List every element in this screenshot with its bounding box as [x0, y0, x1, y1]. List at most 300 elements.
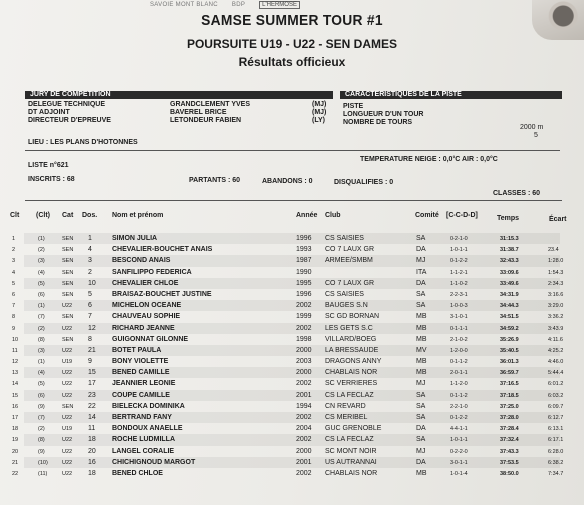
- table-row: [0, 233, 584, 244]
- cell-name: BIELECKA DOMINIKA: [112, 402, 185, 410]
- cell-club: CHABLAIS NOR: [325, 469, 378, 477]
- cell-year: 2004: [296, 425, 312, 433]
- table-row: [0, 446, 584, 457]
- table-row: [0, 300, 584, 311]
- cell-name: ROCHE LUDMILLA: [112, 436, 175, 444]
- cell-time: 37:32.4: [500, 437, 519, 444]
- cell-cat-rank: (9): [38, 403, 45, 410]
- sponsor-logo-bdp: BDP: [231, 2, 246, 8]
- table-row: [0, 289, 584, 300]
- piste-label: LONGUEUR D'UN TOUR: [343, 111, 424, 118]
- cell-cat-rank: (8): [38, 437, 45, 444]
- cell-category: SEN: [62, 247, 74, 254]
- cell-cat-rank: (2): [38, 426, 45, 433]
- cell-gap: 4:25.2: [548, 347, 564, 354]
- cell-bib: 21: [88, 346, 96, 354]
- jury-name: BAVEREL BRICE: [170, 109, 227, 116]
- cell-year: 1993: [296, 246, 312, 254]
- cell-rank: 1: [12, 236, 16, 242]
- cell-club: DRAGONS ANNY: [325, 358, 382, 366]
- cell-bib: 6: [88, 302, 92, 310]
- cell-name: CHICHIGNOUD MARGOT: [112, 458, 196, 466]
- cell-rank: 19: [12, 437, 19, 444]
- table-row: [0, 345, 584, 356]
- cell-bib: 20: [88, 447, 96, 455]
- cell-comite: MJ: [416, 447, 426, 455]
- cell-time: 37:28.4: [500, 426, 519, 433]
- cell-club: SC MONT NOIR: [325, 447, 377, 455]
- cell-shooting: 2-1-0-2: [450, 336, 468, 343]
- cell-rank: 12: [12, 359, 19, 366]
- cell-year: 1996: [296, 235, 312, 242]
- cell-club: CN REVARD: [325, 402, 366, 410]
- cell-bib: 16: [88, 458, 96, 466]
- cell-name: JEANNIER LEONIE: [112, 380, 176, 388]
- cell-category: U22: [62, 325, 73, 332]
- weather-label: TEMPERATURE NEIGE : 0,0°C AIR : 0,0°C: [360, 156, 498, 163]
- cell-category: U22: [62, 448, 73, 455]
- cell-rank: 8: [12, 314, 16, 321]
- cell-shooting: 2-2-1-0: [450, 403, 468, 410]
- cell-year: 1994: [296, 402, 312, 410]
- cell-club: CS LA FECLAZ: [325, 391, 374, 399]
- cell-bib: 7: [88, 313, 92, 321]
- cell-time: 36:01.3: [500, 359, 519, 366]
- sponsor-logos: [150, 1, 300, 9]
- cell-category: SEN: [62, 403, 74, 410]
- cell-cat-rank: (1): [38, 236, 45, 242]
- cell-time: 37:18.5: [500, 392, 519, 399]
- cell-name: SIMON JULIA: [112, 235, 158, 242]
- cell-bib: 5: [88, 290, 92, 298]
- cell-time: 37:43.3: [500, 448, 519, 455]
- cell-shooting: 1-1-2-1: [450, 269, 468, 276]
- cell-club: LA BRESSAUDE: [325, 346, 379, 354]
- cell-shooting: 0-1-1-1: [450, 325, 468, 332]
- cell-comite: MJ: [416, 380, 426, 388]
- cell-year: 2000: [296, 369, 312, 377]
- table-row: [0, 434, 584, 445]
- sponsor-logo-savoie: SAVOIE MONT BLANC: [150, 2, 218, 8]
- cell-year: 2002: [296, 380, 312, 388]
- cell-time: 38:50.0: [500, 470, 519, 477]
- cell-year: 1999: [296, 313, 312, 321]
- partants-label: PARTANTS : 60: [189, 177, 241, 184]
- cell-name: GUIGONNAT GILONNE: [112, 335, 189, 343]
- cell-cat-rank: (8): [38, 336, 45, 343]
- divider: [25, 200, 562, 201]
- cell-year: 2000: [296, 346, 312, 354]
- cell-year: 1995: [296, 279, 312, 287]
- col-year: Année: [296, 212, 318, 219]
- cell-rank: 2: [12, 247, 16, 254]
- cell-bib: 18: [88, 436, 96, 444]
- cell-shooting: 1-0-1-4: [450, 470, 468, 477]
- cell-bib: 2: [88, 268, 92, 276]
- cell-cat-rank: (3): [38, 258, 45, 265]
- cell-rank: 7: [12, 303, 16, 310]
- laps-value: 5: [534, 132, 538, 139]
- cell-category: SEN: [62, 291, 74, 298]
- cell-time: 36:59.7: [500, 370, 519, 377]
- cell-name: LANGEL CORALIE: [112, 447, 175, 455]
- cell-gap: 6:01.2: [548, 381, 564, 388]
- col-cat-rank: (Clt): [36, 212, 50, 219]
- cell-bib: 12: [88, 324, 96, 332]
- cell-bib: 3: [88, 257, 92, 265]
- cell-year: 1990: [296, 268, 312, 276]
- results-label: Résultats officieux: [238, 55, 346, 69]
- cell-name: BENED CHLOE: [112, 469, 163, 477]
- cell-rank: 9: [12, 325, 16, 332]
- cell-comite: SA: [416, 436, 426, 444]
- cell-rank: 16: [12, 403, 19, 410]
- cell-club: CS LA FECLAZ: [325, 436, 374, 444]
- col-club: Club: [325, 212, 341, 219]
- cell-gap: 3:16.6: [548, 291, 564, 298]
- cell-rank: 15: [12, 392, 19, 399]
- cell-name: BERTRAND FANY: [112, 414, 172, 421]
- cell-bib: 14: [88, 414, 96, 421]
- cell-gap: 3:36.2: [548, 314, 564, 321]
- cell-category: SEN: [62, 336, 74, 343]
- table-row: [0, 255, 584, 266]
- cell-comite: MB: [416, 313, 427, 321]
- cell-shooting: 3-1-0-1: [450, 314, 468, 321]
- col-cat: Cat: [62, 212, 74, 219]
- cell-year: 2002: [296, 324, 312, 332]
- liste-label: LISTE n°621: [28, 162, 69, 169]
- cell-rank: 14: [12, 381, 19, 388]
- cell-rank: 4: [12, 269, 16, 276]
- cell-cat-rank: (4): [38, 370, 45, 377]
- jury-band: JURY DE COMPETITION: [25, 91, 333, 99]
- table-row: [0, 267, 584, 278]
- cell-cat-rank: (11): [38, 470, 48, 477]
- lap-length-value: 2000 m: [520, 124, 544, 131]
- cell-bib: 1: [88, 235, 92, 242]
- cell-year: 2003: [296, 358, 312, 366]
- cell-category: SEN: [62, 280, 74, 287]
- table-row: [0, 457, 584, 468]
- cell-rank: 22: [12, 470, 19, 477]
- jury-role: DELEGUE TECHNIQUE: [28, 101, 106, 108]
- cell-rank: 13: [12, 370, 19, 377]
- cell-shooting: 1-2-0-0: [450, 347, 468, 354]
- table-row: [0, 367, 584, 378]
- cell-time: 34:44.3: [500, 303, 519, 310]
- cell-cat-rank: (2): [38, 247, 45, 254]
- cell-name: CHAUVEAU SOPHIE: [112, 313, 181, 321]
- divider: [25, 150, 560, 151]
- cell-year: 1998: [296, 335, 312, 343]
- cell-category: U22: [62, 347, 73, 354]
- cell-rank: 6: [12, 291, 16, 298]
- cell-bib: 15: [88, 369, 96, 377]
- cell-rank: 18: [12, 426, 19, 433]
- cell-club: ARMEE/SMBM: [325, 257, 373, 265]
- cell-name: SANFILIPPO FEDERICA: [112, 268, 192, 276]
- disqualifies-label: DISQUALIFIES : 0: [334, 179, 394, 186]
- cell-category: U22: [62, 470, 73, 477]
- cell-category: U22: [62, 392, 73, 399]
- cell-time: 34:31.9: [500, 291, 519, 298]
- cell-comite: SA: [416, 414, 426, 421]
- cell-rank: 17: [12, 415, 19, 421]
- cell-club: CO 7 LAUX GR: [325, 246, 375, 254]
- cell-cat-rank: (9): [38, 448, 45, 455]
- cell-gap: 6:03.2: [548, 392, 564, 399]
- cell-cat-rank: (5): [38, 280, 45, 287]
- cell-time: 34:51.5: [500, 314, 519, 321]
- col-gap: Écart: [549, 216, 567, 223]
- cell-time: 34:59.2: [500, 325, 519, 332]
- inscrits-label: INSCRITS : 68: [28, 176, 75, 183]
- cell-time: 35:40.5: [500, 347, 519, 354]
- cell-comite: MB: [416, 369, 427, 377]
- cell-cat-rank: (3): [38, 347, 45, 354]
- cell-name: COUPE CAMILLE: [112, 391, 170, 399]
- cell-cat-rank: (2): [38, 325, 45, 332]
- cell-cat-rank: (1): [38, 303, 45, 310]
- cell-category: U22: [62, 303, 73, 310]
- cell-name: RICHARD JEANNE: [112, 324, 175, 332]
- table-row: [0, 278, 584, 289]
- cell-name: MICHELON OCEANE: [112, 302, 182, 310]
- cell-cat-rank: (4): [38, 269, 45, 276]
- sponsor-logo-hermose: L'HERMOSE: [259, 1, 300, 9]
- cell-comite: SA: [416, 402, 426, 410]
- cell-club: BAUGES S.N: [325, 302, 368, 310]
- cell-cat-rank: (5): [38, 381, 45, 388]
- cell-club: SC GD BORNAN: [325, 313, 380, 321]
- cell-comite: MB: [416, 469, 427, 477]
- cell-category: SEN: [62, 314, 74, 321]
- cell-shooting: 0-1-2-2: [450, 415, 468, 421]
- jury-code: (MJ): [312, 101, 327, 108]
- cell-gap: 5:44.4: [548, 370, 564, 377]
- abandons-label: ABANDONS : 0: [262, 178, 313, 185]
- cell-club: CO 7 LAUX GR: [325, 279, 375, 287]
- jury-role: DT ADJOINT: [28, 109, 70, 116]
- cell-gap: 6:28.0: [548, 448, 564, 455]
- cell-time: 31:38.7: [500, 247, 519, 254]
- col-shooting: [C-C-D-D]: [446, 212, 478, 219]
- cell-bib: 4: [88, 246, 92, 254]
- cell-time: 32:43.3: [500, 258, 519, 265]
- cell-bib: 9: [88, 358, 92, 366]
- cell-club: CS SAISIES: [325, 290, 364, 298]
- page-title: SAMSE SUMMER TOUR #1: [201, 12, 383, 29]
- cell-time: 37:25.0: [500, 403, 519, 410]
- cell-gap: 4:11.6: [548, 336, 563, 343]
- cell-year: 2002: [296, 436, 312, 444]
- cell-category: U19: [62, 359, 73, 366]
- cell-comite: MV: [416, 346, 427, 354]
- cell-year: 2002: [296, 469, 312, 477]
- cell-shooting: 0-2-1-0: [450, 236, 468, 242]
- race-subtitle: POURSUITE U19 - U22 - SEN DAMES: [186, 37, 398, 51]
- table-row: [0, 390, 584, 401]
- cell-rank: 11: [12, 347, 18, 354]
- cell-gap: 6:17.1: [548, 437, 564, 444]
- cell-time: 33:09.6: [500, 269, 519, 276]
- piste-label: PISTE: [343, 103, 364, 110]
- col-clt: Clt: [10, 212, 20, 219]
- cell-gap: 6:38.2: [548, 459, 564, 466]
- table-header: [0, 212, 584, 226]
- cell-name: CHEVALIER-BOUCHET ANAIS: [112, 246, 213, 254]
- cell-shooting: 1-0-1-1: [450, 247, 468, 254]
- cell-time: 35:26.9: [500, 336, 519, 343]
- cell-club: GUC GRENOBLE: [325, 425, 382, 433]
- cell-comite: DA: [416, 279, 426, 287]
- cell-shooting: 2-0-1-1: [450, 370, 468, 377]
- cell-comite: SA: [416, 290, 426, 298]
- cell-rank: 20: [12, 448, 19, 455]
- cell-year: 2001: [296, 391, 312, 399]
- cell-gap: 6:12.7: [548, 415, 564, 421]
- cell-shooting: 0-1-1-2: [450, 359, 468, 366]
- classes-label: CLASSES : 60: [493, 190, 541, 197]
- cell-bib: 17: [88, 380, 96, 388]
- cell-name: BESCOND ANAIS: [112, 257, 171, 265]
- venue-label: LIEU : LES PLANS D'HOTONNES: [28, 139, 138, 146]
- cell-comite: SA: [416, 302, 426, 310]
- cell-year: 2001: [296, 458, 312, 466]
- cell-club: CHABLAIS NOR: [325, 369, 378, 377]
- cell-cat-rank: (1): [38, 359, 45, 366]
- cell-shooting: 4-4-1-1: [450, 426, 468, 433]
- cell-shooting: 1-0-1-1: [450, 437, 468, 444]
- cell-comite: MB: [416, 335, 427, 343]
- cell-rank: 21: [12, 459, 19, 466]
- table-row: [0, 378, 584, 389]
- cell-gap: 1:54.3: [548, 269, 564, 276]
- col-dos: Dos.: [82, 212, 98, 219]
- cell-time: 37:53.5: [500, 459, 519, 466]
- cell-year: 1996: [296, 290, 312, 298]
- cell-comite: SA: [416, 235, 426, 242]
- cell-year: 2002: [296, 302, 312, 310]
- cell-category: U22: [62, 437, 73, 444]
- cell-shooting: 0-1-1-2: [450, 392, 468, 399]
- cell-bib: 18: [88, 469, 96, 477]
- cell-time: 37:16.5: [500, 381, 519, 388]
- cell-comite: SA: [416, 391, 426, 399]
- cell-gap: 2:34.3: [548, 280, 564, 287]
- cell-bib: 22: [88, 402, 96, 410]
- cell-gap: 6:13.1: [548, 426, 564, 433]
- cell-year: 2002: [296, 414, 312, 421]
- cell-bib: 11: [88, 425, 96, 433]
- cell-cat-rank: (10): [38, 459, 48, 466]
- cell-time: 37:28.0: [500, 415, 519, 421]
- cell-bib: 10: [88, 279, 96, 287]
- cell-shooting: 1-1-0-2: [450, 280, 468, 287]
- cell-cat-rank: (6): [38, 392, 45, 399]
- cell-name: BONY VIOLETTE: [112, 358, 169, 366]
- cell-shooting: 0-2-2-0: [450, 448, 468, 455]
- results-table: [0, 233, 584, 479]
- cell-name: BRAISAZ-BOUCHET JUSTINE: [112, 290, 212, 298]
- cell-shooting: 1-1-2-0: [450, 381, 468, 388]
- cell-comite: DA: [416, 246, 426, 254]
- cell-time: 33:49.6: [500, 280, 519, 287]
- cell-year: 2000: [296, 447, 312, 455]
- col-name: Nom et prénom: [112, 212, 164, 219]
- cell-shooting: 0-1-2-2: [450, 258, 468, 265]
- piste-label: NOMBRE DE TOURS: [343, 119, 413, 126]
- cell-rank: 10: [12, 336, 19, 343]
- col-time: Temps: [497, 215, 520, 222]
- cell-time: 31:15.3: [500, 236, 519, 242]
- cell-shooting: 2-2-3-1: [450, 291, 468, 298]
- cell-shooting: 3-0-1-1: [450, 459, 468, 466]
- cell-comite: DA: [416, 458, 426, 466]
- cell-club: CS SAISIES: [325, 235, 364, 242]
- cell-name: CHEVALIER CHLOE: [112, 279, 179, 287]
- cell-gap: 3:29.0: [548, 303, 564, 310]
- cell-gap: 7:34.7: [548, 470, 564, 477]
- cell-category: U22: [62, 381, 73, 388]
- cell-cat-rank: (6): [38, 291, 45, 298]
- cell-category: U22: [62, 459, 73, 466]
- table-row: [0, 423, 584, 434]
- table-row: [0, 401, 584, 412]
- cell-club: VILLARD/BOEG: [325, 335, 377, 343]
- cell-shooting: 1-0-0-3: [450, 303, 468, 310]
- cell-rank: 5: [12, 280, 16, 287]
- cell-gap: 6:09.7: [548, 403, 564, 410]
- cell-gap: 23.4: [548, 247, 559, 254]
- table-row: [0, 468, 584, 479]
- cell-comite: MJ: [416, 257, 426, 265]
- jury-code: (LY): [312, 117, 325, 124]
- table-row: [0, 311, 584, 322]
- table-row: [0, 334, 584, 345]
- cell-bib: 23: [88, 391, 96, 399]
- cell-cat-rank: (7): [38, 415, 45, 421]
- cell-gap: 4:46.0: [548, 359, 564, 366]
- cell-category: U22: [62, 370, 73, 377]
- cell-name: BOTET PAULA: [112, 346, 162, 354]
- jury-code: (MJ): [312, 109, 327, 116]
- cell-gap: 3:43.9: [548, 325, 564, 332]
- cell-comite: MB: [416, 324, 427, 332]
- cell-category: U19: [62, 426, 73, 433]
- cell-club: US AUTRANNAI: [325, 458, 377, 466]
- cell-club: CS MERIBEL: [325, 414, 368, 421]
- cell-name: BONDOUX ANAELLE: [112, 425, 183, 433]
- cell-name: BENED CAMILLE: [112, 369, 170, 377]
- cell-club: SC VERRIERES: [325, 380, 378, 388]
- cell-gap: 1:28.0: [548, 258, 564, 265]
- table-row: [0, 244, 584, 255]
- cell-bib: 8: [88, 335, 92, 343]
- table-row: [0, 356, 584, 367]
- col-comite: Comité: [415, 212, 439, 219]
- cell-category: SEN: [62, 269, 74, 276]
- table-row: [0, 412, 584, 423]
- cell-comite: MB: [416, 358, 427, 366]
- cell-comite: ITA: [416, 268, 427, 276]
- cell-rank: 3: [12, 258, 16, 265]
- piste-band: CARACTERISTIQUES DE LA PISTE: [340, 91, 562, 99]
- jury-name: GRANDCLEMENT YVES: [170, 101, 250, 108]
- cell-category: U22: [62, 415, 73, 421]
- jury-name: LETONDEUR FABIEN: [170, 117, 242, 124]
